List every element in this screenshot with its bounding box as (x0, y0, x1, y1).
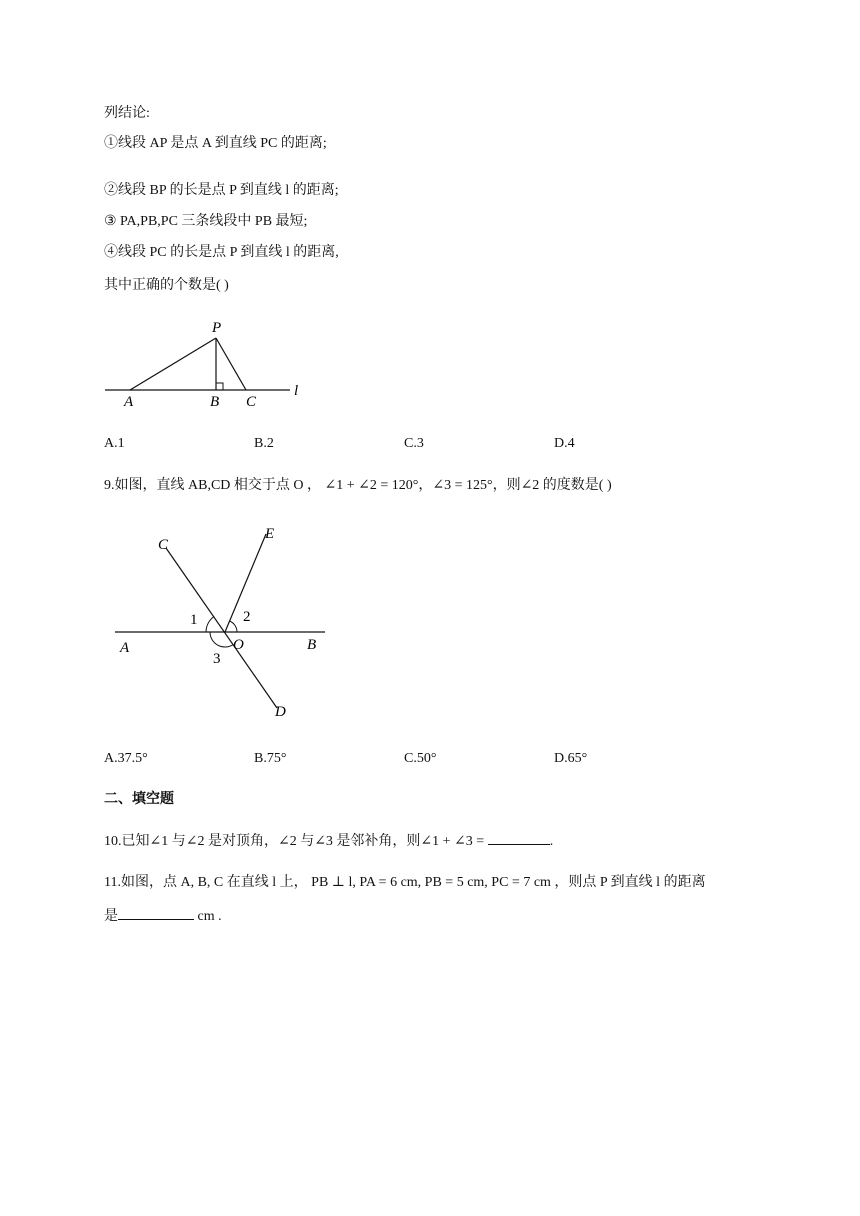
label-p: P (212, 320, 222, 336)
q10 (104, 830, 553, 852)
q11-line-1: 11.如图，点 A, B, C 在直线 l 上， PB ⊥ l, PA = 6 cm, PB = 5 cm, PC = 7 cm ，则点 P 到直线 l 的距离 (104, 875, 706, 890)
label-e: E (265, 526, 275, 542)
q8-statement-1: ①线段 AP 是点 A 到直线 PC 的距离; (104, 136, 327, 151)
q10-text: 10.已知∠1 与∠2 是对顶角，∠2 与∠3 是邻补角，则∠1 + ∠3 = (104, 834, 485, 849)
q8-figure (100, 315, 320, 410)
q9-option-d: D.65° (554, 751, 588, 766)
q8-statement-3: ③ PA,PB,PC 三条线段中 PB 最短; (104, 214, 308, 229)
label-c: C (246, 394, 257, 410)
label-a: A (120, 640, 130, 656)
label-d: D (275, 704, 286, 720)
label-o: O (233, 637, 244, 653)
angle-label-1: 1 (190, 612, 198, 628)
q9-stem: 9.如图，直线 AB,CD 相交于点 O ， ∠1 + ∠2 = 120°，∠3 = 125°，则∠2 的度数是( ) (104, 478, 612, 493)
angle-label-3: 3 (213, 651, 221, 667)
q8-option-d: D.4 (554, 436, 575, 451)
q11-unit: cm . (197, 909, 222, 924)
q11-text: 是 (104, 909, 118, 924)
q8-question: 其中正确的个数是( ) (104, 278, 229, 293)
q9-figure (110, 518, 340, 723)
section-heading: 二、填空题 (104, 792, 174, 807)
q11-answer-blank[interactable] (118, 905, 194, 920)
angle-label-2: 2 (243, 609, 251, 625)
q8-statement-4: ④线段 PC 的长是点 P 到直线 l 的距离, (104, 245, 339, 260)
label-l: l (294, 383, 299, 399)
q11-line-2 (104, 905, 222, 927)
label-a: A (124, 394, 134, 410)
q8-intro: 列结论: (104, 106, 150, 121)
label-b: B (307, 637, 317, 653)
q8-statement-2: ②线段 BP 的长是点 P 到直线 l 的距离; (104, 183, 339, 198)
q8-option-a: A.1 (104, 436, 125, 451)
q8-option-c: C.3 (404, 436, 424, 451)
q9-option-c: C.50° (404, 751, 437, 766)
q9-option-b: B.75° (254, 751, 287, 766)
label-b: B (210, 394, 220, 410)
q10-end: . (549, 834, 554, 849)
q9-option-a: A.37.5° (104, 751, 148, 766)
label-c: C (158, 537, 169, 553)
q8-option-b: B.2 (254, 436, 274, 451)
q10-answer-blank[interactable] (488, 830, 550, 845)
